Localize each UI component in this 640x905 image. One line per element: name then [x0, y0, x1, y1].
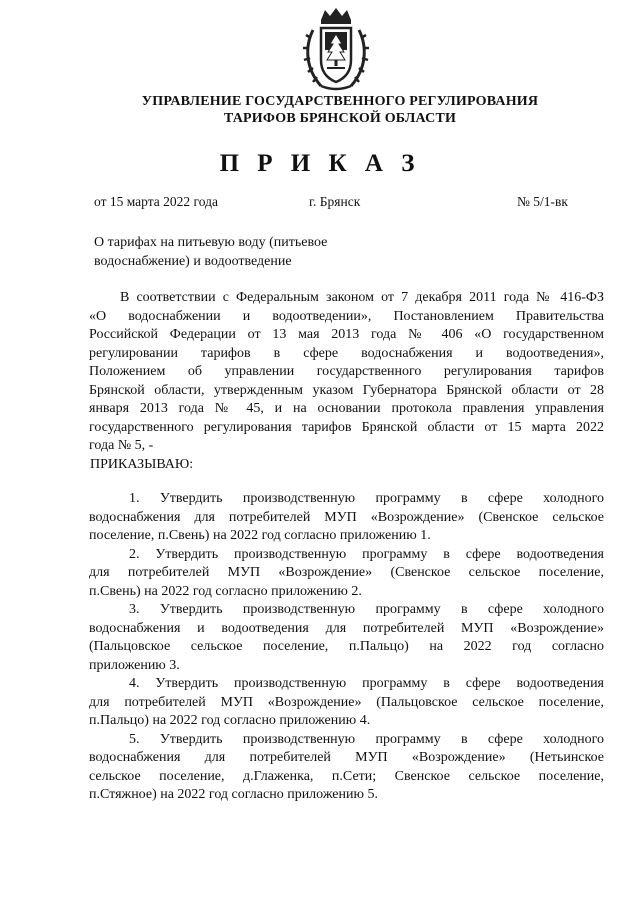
order-item: [89, 490, 604, 546]
item-line: для потребителей МУП «Возрождение» (Свенское сельское поселение,: [89, 565, 604, 580]
item-line: водоснабжения для потребителей МУП «Возрождение» (Нетьинское: [89, 750, 604, 765]
org-name-line2: ТАРИФОВ БРЯНСКОЙ ОБЛАСТИ: [223, 111, 457, 126]
item-line: (Пальцовское сельское поселение, п.Пальцо) на 2022 год согласно: [89, 639, 604, 654]
item-line: 1. Утвердить производственную программу в сфере холодного: [129, 491, 604, 506]
preamble-line: Положением об управлении государственного регулирования тарифов: [89, 364, 604, 379]
item-line: для потребителей МУП «Возрождение» (Пальцовское сельское поселение,: [89, 694, 604, 710]
item-line: водоснабжения для потребителей МУП «Возрождение» (Свенское сельское: [89, 509, 604, 525]
preamble-paragraph: [89, 289, 604, 456]
preamble-line: года № 5, -: [89, 438, 154, 453]
order-item: [89, 731, 604, 805]
order-city: г. Брянск: [309, 194, 361, 209]
item-line: 3. Утвердить производственную программу в сфере холодного: [129, 602, 604, 617]
order-item: [89, 601, 604, 675]
order-directive: ПРИКАЗЫВАЮ:: [90, 457, 194, 472]
order-subject: [94, 234, 327, 271]
preamble-line: января 2013 года № 45, и на основании протокола правления управления: [89, 401, 604, 416]
preamble-line: регулировании тарифов в сфере водоснабжения и водоотведения»,: [89, 345, 604, 361]
subject-line: О тарифах на питьевую воду (питьевое: [94, 235, 328, 250]
item-line: водоснабжения и водоотведения для потребителей МУП «Возрождение»: [89, 620, 604, 636]
preamble-line: Российской Федерации от 13 мая 2013 года № 406 «О государственном: [89, 327, 604, 342]
item-line: 2. Утвердить производственную программу в сфере водоотведения: [129, 546, 604, 562]
order-item: [89, 675, 604, 731]
item-line: приложению 3.: [89, 657, 180, 673]
document-title: П Р И К А З: [219, 150, 421, 177]
item-line: 4. Утвердить производственную программу в сфере водоотведения: [129, 676, 604, 691]
item-line: п.Пальцо) на 2022 год согласно приложению 4.: [89, 713, 371, 728]
preamble-line: В соответствии с Федеральным законом от 7 декабря 2011 года № 416-ФЗ: [120, 290, 604, 305]
preamble-line: Брянской области, утвержденным указом Губернатора Брянской области от 28: [89, 382, 604, 398]
org-name-line1: УПРАВЛЕНИЕ ГОСУДАРСТВЕННОГО РЕГУЛИРОВАНИЯ: [141, 94, 539, 109]
preamble-line: государственного регулирования тарифов Брянской области от 15 марта 2022: [89, 419, 604, 435]
item-line: поселение, п.Свень) на 2022 год согласно приложению 1.: [89, 528, 431, 543]
bryansk-coat-of-arms-icon: [299, 6, 373, 92]
order-number: № 5/1-вк: [517, 194, 568, 209]
subject-line: водоснабжение) и водоотведение: [94, 253, 292, 269]
item-line: п.Стяжное) на 2022 год согласно приложению 5.: [89, 787, 378, 802]
preamble-line: «О водоснабжении и водоотведении», Постановлением Правительства: [89, 308, 604, 324]
item-line: 5. Утвердить производственную программу в сфере холодного: [129, 731, 604, 747]
order-items: [89, 490, 604, 805]
item-line: сельское поселение, д.Глаженка, п.Сети; Свенское сельское поселение,: [89, 768, 604, 784]
order-date: от 15 марта 2022 года: [94, 194, 218, 209]
item-line: п.Свень) на 2022 год согласно приложению 2.: [89, 583, 362, 599]
order-item: [89, 546, 604, 602]
